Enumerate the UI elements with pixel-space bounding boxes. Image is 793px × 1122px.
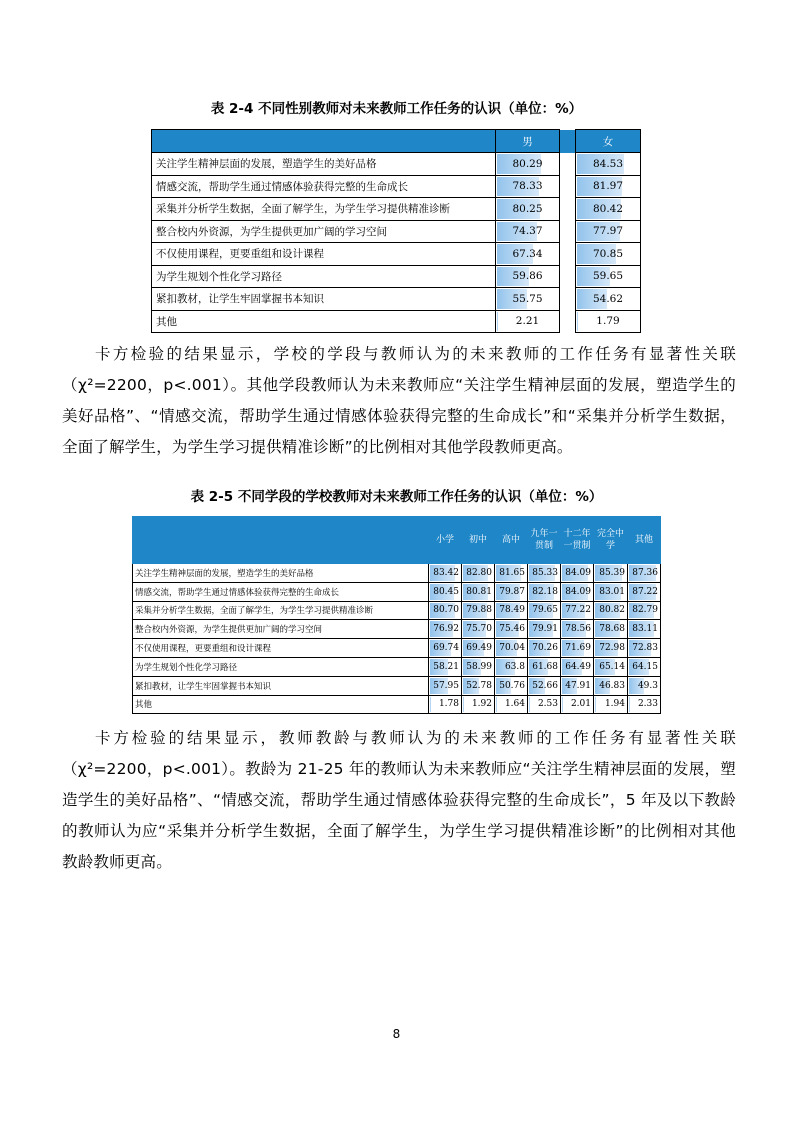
table-row: [133, 582, 661, 601]
value-cell: [496, 288, 560, 311]
value-text: 64.49: [565, 661, 591, 672]
row-label: 为学生规划个性化学习路径: [152, 265, 496, 288]
value-text: 78.68: [599, 624, 625, 635]
value-cell: [528, 601, 561, 620]
value-cell: [594, 676, 628, 695]
value-cell: [561, 695, 594, 714]
row-label: 紧扣教材，让学生牢固掌握书本知识: [133, 676, 429, 695]
value-text: 52.78: [466, 680, 492, 691]
value-cell: [628, 620, 661, 639]
value-text: 84.53: [592, 157, 624, 170]
value-cell: [528, 564, 561, 583]
value-text: 80.82: [599, 605, 625, 616]
value-text: 2.33: [637, 699, 658, 710]
table-row: [133, 639, 661, 658]
value-text: 80.29: [512, 157, 543, 170]
row-label: 情感交流，帮助学生通过情感体验获得完整的生命成长: [152, 175, 496, 198]
value-text: 77.22: [565, 605, 591, 616]
value-cell: [496, 198, 560, 221]
gap-cell: [560, 243, 576, 266]
header-other: 其他: [628, 517, 661, 564]
value-cell: [496, 175, 560, 198]
value-cell: [561, 564, 594, 583]
value-cell: [462, 695, 495, 714]
table-row: [152, 310, 641, 333]
value-text: 79.91: [532, 624, 558, 635]
value-text: 72.98: [599, 643, 625, 654]
table-row: [152, 288, 641, 311]
value-cell: [561, 657, 594, 676]
gap-cell: [560, 220, 576, 243]
row-label: 其他: [152, 310, 496, 333]
header-male: 男: [496, 130, 560, 153]
value-text: 63.8: [504, 661, 525, 672]
value-cell: [429, 601, 462, 620]
value-cell: [628, 657, 661, 676]
gap-cell: [560, 198, 576, 221]
value-cell: [462, 564, 495, 583]
value-cell: [576, 153, 641, 176]
row-label: 采集并分析学生数据，全面了解学生，为学生学习提供精准诊断: [133, 601, 429, 620]
value-text: 70.04: [499, 643, 525, 654]
value-text: 69.74: [433, 643, 459, 654]
table-row: [133, 676, 661, 695]
header-gap: [560, 130, 576, 153]
row-label: 关注学生精神层面的发展，塑造学生的美好品格: [152, 153, 496, 176]
value-cell: [561, 620, 594, 639]
value-text: 80.25: [512, 202, 543, 215]
value-text: 46.83: [599, 680, 625, 691]
value-cell: [594, 657, 628, 676]
value-cell: [429, 657, 462, 676]
table-row: [133, 564, 661, 583]
header-twelve-year: 十二年一贯制: [561, 517, 594, 564]
value-cell: [594, 695, 628, 714]
value-text: 55.75: [512, 292, 543, 305]
value-cell: [594, 564, 628, 583]
value-cell: [594, 620, 628, 639]
value-cell: [429, 676, 462, 695]
value-text: 83.01: [599, 586, 625, 597]
value-cell: [495, 564, 528, 583]
value-cell: [429, 564, 462, 583]
paragraph-1: 卡方检验的结果显示，学校的学段与教师认为的未来教师的工作任务有显著性关联（χ²=2200，p<.001）。其他学段教师认为未来教师应“关注学生精神层面的发展，塑造学生的美好品格”、“情感交流，帮助学生通过情感体验获得完整的生命成长”和“采集并分析学生数据，全面了解学生，为学生学习提供精准诊断”的比例相对其他学段教师更高。: [62, 345, 736, 456]
row-label: 关注学生精神层面的发展，塑造学生的美好品格: [133, 564, 429, 583]
value-text: 79.65: [532, 605, 558, 616]
gender-table: [151, 129, 641, 333]
value-cell: [528, 657, 561, 676]
gap-cell: [560, 288, 576, 311]
table-row: [133, 657, 661, 676]
value-cell: [576, 288, 641, 311]
value-cell: [429, 620, 462, 639]
value-cell: [496, 220, 560, 243]
value-cell: [628, 695, 661, 714]
value-text: 69.49: [466, 643, 492, 654]
header-blank: [133, 517, 429, 564]
value-cell: [594, 639, 628, 658]
value-text: 72.83: [632, 643, 658, 654]
value-text: 78.49: [499, 605, 525, 616]
value-text: 2.21: [515, 315, 540, 328]
table-row: [152, 198, 641, 221]
table-row: [152, 175, 641, 198]
row-label: 不仅使用课程，更要重组和设计课程: [152, 243, 496, 266]
row-label: 不仅使用课程，更要重组和设计课程: [133, 639, 429, 658]
value-text: 84.09: [565, 586, 591, 597]
header-senior: 高中: [495, 517, 528, 564]
value-text: 50.76: [499, 680, 525, 691]
value-text: 87.36: [632, 567, 658, 578]
page-number: 8: [392, 1027, 401, 1041]
value-cell: [528, 695, 561, 714]
value-cell: [576, 310, 641, 333]
value-text: 58.21: [433, 661, 459, 672]
value-text: 47.91: [565, 680, 591, 691]
value-text: 75.46: [499, 624, 525, 635]
value-text: 61.68: [532, 661, 558, 672]
value-text: 59.65: [592, 270, 624, 283]
value-text: 78.33: [512, 180, 543, 193]
gap-cell: [560, 175, 576, 198]
table-row: [152, 153, 641, 176]
value-cell: [462, 639, 495, 658]
value-text: 82.79: [632, 605, 658, 616]
row-label: 整合校内外资源，为学生提供更加广阔的学习空间: [133, 620, 429, 639]
value-cell: [628, 639, 661, 658]
gap-cell: [560, 310, 576, 333]
value-cell: [495, 620, 528, 639]
value-cell: [462, 676, 495, 695]
row-label: 紧扣教材，让学生牢固掌握书本知识: [152, 288, 496, 311]
value-cell: [628, 601, 661, 620]
row-label: 为学生规划个性化学习路径: [133, 657, 429, 676]
table-row: [133, 695, 661, 714]
school-stage-table: [132, 516, 661, 714]
value-cell: [628, 582, 661, 601]
value-cell: [429, 582, 462, 601]
value-text: 80.42: [592, 202, 624, 215]
value-cell: [462, 582, 495, 601]
value-text: 1.64: [504, 699, 525, 710]
value-cell: [576, 220, 641, 243]
value-text: 54.62: [592, 292, 624, 305]
value-text: 78.56: [565, 624, 591, 635]
paragraph-2: 卡方检验的结果显示，教师教龄与教师认为的未来教师的工作任务有显著性关联（χ²=2200，p<.001）。教龄为 21-25 年的教师认为未来教师应“关注学生精神层面的发展，塑造学生的美好品格”、“情感交流，帮助学生通过情感体验获得完整的生命成长”，5 年及以下教龄的教师认为应“采集并分析学生数据，全面了解学生，为学生学习提供精准诊断”的比例相对其他教龄教师更高。: [62, 729, 736, 871]
value-text: 67.34: [512, 247, 543, 260]
value-text: 80.70: [433, 605, 459, 616]
value-text: 52.66: [532, 680, 558, 691]
header-junior: 初中: [462, 517, 495, 564]
value-text: 83.42: [433, 567, 459, 578]
value-cell: [462, 620, 495, 639]
gap-cell: [560, 265, 576, 288]
value-cell: [628, 676, 661, 695]
value-cell: [594, 582, 628, 601]
gap-cell: [560, 153, 576, 176]
value-cell: [561, 582, 594, 601]
value-text: 81.97: [592, 180, 624, 193]
value-text: 1.94: [604, 699, 625, 710]
header-nine-year: 九年一贯制: [528, 517, 561, 564]
value-text: 83.11: [632, 624, 658, 635]
header-complete-middle: 完全中学: [594, 517, 628, 564]
value-cell: [496, 243, 560, 266]
value-text: 70.85: [592, 247, 624, 260]
value-cell: [528, 620, 561, 639]
header-female: 女: [576, 130, 641, 153]
table-row: [152, 220, 641, 243]
table1-caption: 表 2-4 不同性别教师对未来教师工作任务的认识（单位：%）: [210, 101, 583, 117]
value-text: 74.37: [512, 225, 543, 238]
value-cell: [528, 676, 561, 695]
value-text: 64.15: [632, 661, 658, 672]
value-cell: [462, 657, 495, 676]
value-text: 70.26: [532, 643, 558, 654]
value-text: 80.45: [433, 586, 459, 597]
value-text: 49.3: [637, 680, 658, 691]
value-text: 82.80: [466, 567, 492, 578]
value-cell: [528, 639, 561, 658]
table-row: [133, 601, 661, 620]
value-cell: [429, 695, 462, 714]
value-text: 84.09: [565, 567, 591, 578]
value-text: 81.65: [499, 567, 525, 578]
value-cell: [561, 676, 594, 695]
row-label: 整合校内外资源，为学生提供更加广阔的学习空间: [152, 220, 496, 243]
value-text: 79.87: [499, 586, 525, 597]
value-text: 77.97: [592, 225, 624, 238]
value-cell: [495, 676, 528, 695]
value-text: 2.53: [537, 699, 558, 710]
value-cell: [628, 564, 661, 583]
value-cell: [495, 601, 528, 620]
header-primary: 小学: [429, 517, 462, 564]
row-label: 采集并分析学生数据，全面了解学生，为学生学习提供精准诊断: [152, 198, 496, 221]
table-row: [152, 243, 641, 266]
table-header-row: [133, 517, 661, 564]
value-cell: [495, 582, 528, 601]
value-text: 1.79: [596, 315, 620, 328]
value-text: 59.86: [512, 270, 543, 283]
value-cell: [495, 657, 528, 676]
value-text: 79.88: [466, 605, 492, 616]
value-text: 58.99: [466, 661, 492, 672]
value-text: 71.69: [565, 643, 591, 654]
value-text: 57.95: [433, 680, 459, 691]
table-row: [133, 620, 661, 639]
value-cell: [495, 695, 528, 714]
table-header-row: [152, 130, 641, 153]
value-cell: [496, 265, 560, 288]
value-text: 87.22: [632, 586, 658, 597]
value-cell: [576, 265, 641, 288]
value-text: 76.92: [433, 624, 459, 635]
value-text: 1.92: [471, 699, 492, 710]
value-text: 85.39: [599, 567, 625, 578]
value-cell: [594, 601, 628, 620]
value-cell: [462, 601, 495, 620]
value-cell: [496, 310, 560, 333]
value-cell: [576, 243, 641, 266]
value-text: 82.18: [532, 586, 558, 597]
value-text: 85.33: [532, 567, 558, 578]
header-blank: [152, 130, 496, 153]
value-cell: [496, 153, 560, 176]
table2-caption: 表 2-5 不同学段的学校教师对未来教师工作任务的认识（单位：%）: [190, 489, 603, 505]
value-cell: [576, 198, 641, 221]
value-cell: [561, 639, 594, 658]
table-row: [152, 265, 641, 288]
value-text: 80.81: [466, 586, 492, 597]
value-cell: [528, 582, 561, 601]
row-label: 其他: [133, 695, 429, 714]
value-text: 65.14: [599, 661, 625, 672]
value-text: 1.78: [438, 699, 459, 710]
value-text: 2.01: [570, 699, 591, 710]
value-cell: [561, 601, 594, 620]
value-text: 75.70: [466, 624, 492, 635]
value-cell: [576, 175, 641, 198]
row-label: 情感交流，帮助学生通过情感体验获得完整的生命成长: [133, 582, 429, 601]
value-cell: [495, 639, 528, 658]
value-cell: [429, 639, 462, 658]
